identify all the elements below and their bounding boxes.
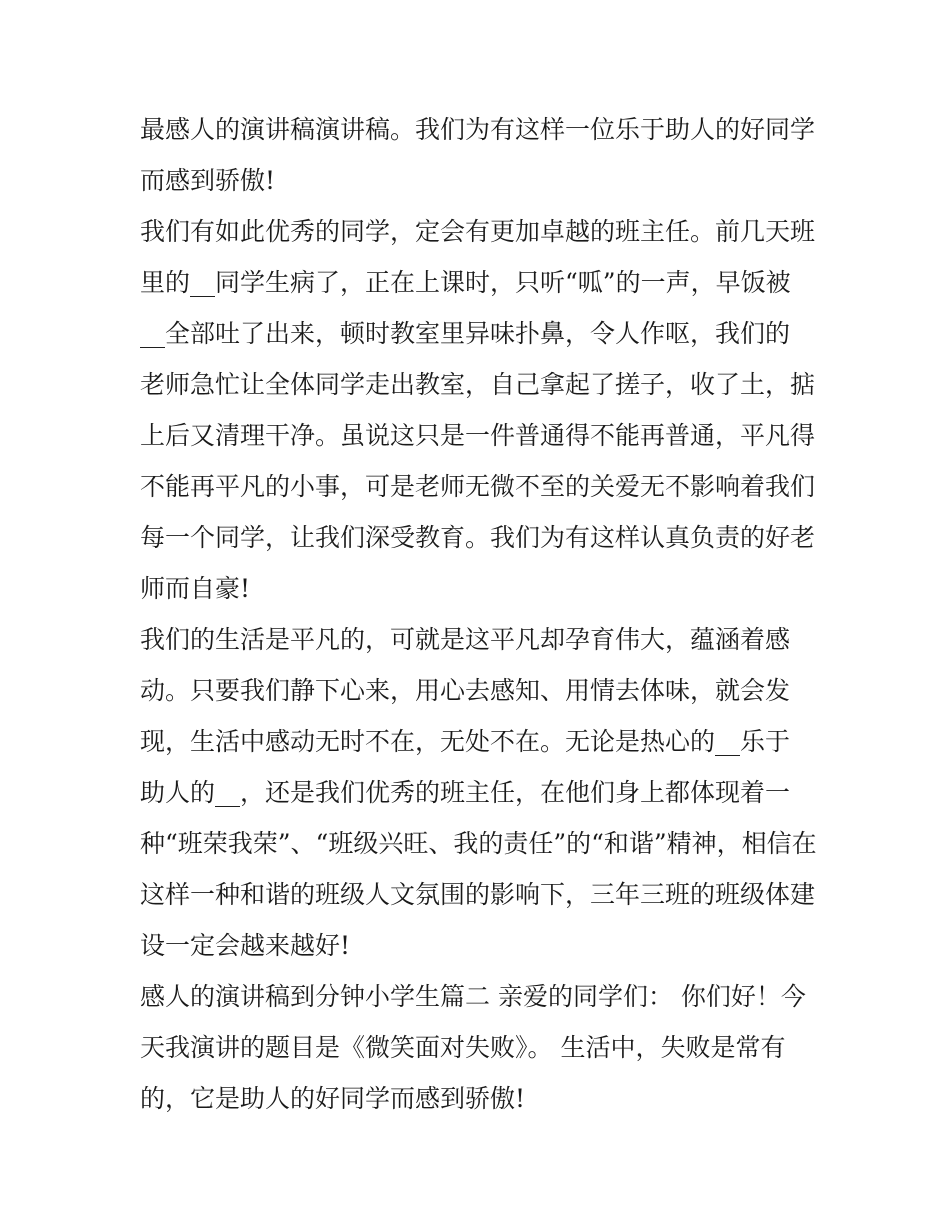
text-line: 最感人的演讲稿演讲稿。我们为有这样一位乐于助人的好同学 bbox=[140, 115, 816, 144]
text-line: 不能再平凡的小事，可是老师无微不至的关爱无不影响着我们 bbox=[140, 472, 816, 501]
text-line: __全部吐了出来，顿时教室里异味扑鼻，令人作呕，我们的 bbox=[140, 319, 791, 348]
text-line: 天我演讲的题目是《微笑面对失败》。 生活中，失败是常有 bbox=[140, 1033, 786, 1062]
text-line: 设一定会越来越好! bbox=[140, 931, 351, 960]
text-line: 里的__同学生病了，正在上课时，只听“呱”的一声，早饭被 bbox=[140, 268, 791, 297]
text-line: 每一个同学，让我们深受教育。我们为有这样认真负责的好老 bbox=[140, 523, 816, 552]
text-line: 而感到骄傲! bbox=[140, 166, 276, 195]
text-line: 我们有如此优秀的同学，定会有更加卓越的班主任。前几天班 bbox=[140, 217, 816, 246]
text-line: 老师急忙让全体同学走出教室，自己拿起了搓子，收了土，掂 bbox=[140, 370, 816, 399]
text-line: 的，它是助人的好同学而感到骄傲! bbox=[140, 1084, 526, 1113]
text-line: 种“班荣我荣”、“班级兴旺、我的责任”的“和谐”精神，相信在 bbox=[140, 829, 817, 858]
paragraph bbox=[140, 104, 820, 206]
text-line: 感人的演讲稿到分钟小学生篇二 亲爱的同学们： 你们好！今 bbox=[140, 982, 806, 1011]
text-line: 这样一种和谐的班级人文氛围的影响下，三年三班的班级体建 bbox=[140, 880, 816, 909]
paragraph bbox=[140, 614, 820, 971]
text-line: 上后又清理干净。虽说这只是一件普通得不能再普通，平凡得 bbox=[140, 421, 816, 450]
text-line: 动。只要我们静下心来，用心去感知、用情去体味，就会发 bbox=[140, 676, 791, 705]
text-line: 我们的生活是平凡的，可就是这平凡却孕育伟大，蕴涵着感 bbox=[140, 625, 791, 654]
text-line: 助人的__，还是我们优秀的班主任，在他们身上都体现着一 bbox=[140, 778, 791, 807]
paragraph bbox=[140, 971, 820, 1124]
text-line: 师而自豪! bbox=[140, 574, 251, 603]
text-line: 现，生活中感动无时不在，无处不在。无论是热心的__乐于 bbox=[140, 727, 791, 756]
document-body bbox=[140, 104, 820, 1124]
paragraph bbox=[140, 206, 820, 614]
